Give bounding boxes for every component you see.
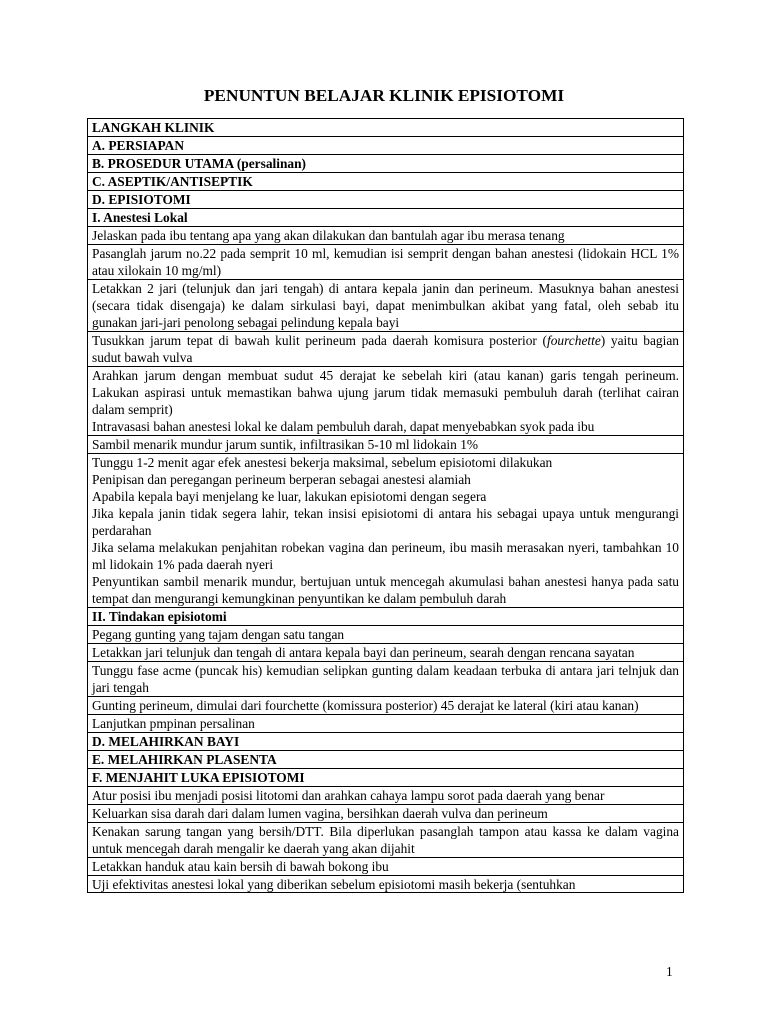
step-text: Letakkan 2 jari (telunjuk dan jari tengah) di antara kepala janin dan perineum. Masuknya bahan anestesi (secara tidak disengaja) ke dalam sirkulasi bayi, dapat menimbulkan akibat yang fatal, oleh sebab itu gunakan jari-jari penolong sebagai pelindung kepala bayi xyxy=(92,281,679,330)
section-heading-text: LANGKAH KLINIK xyxy=(92,120,215,135)
section-heading-text: I. Anestesi Lokal xyxy=(92,210,188,225)
step-row xyxy=(88,823,683,858)
section-heading-row xyxy=(88,173,683,191)
section-heading-text: A. PERSIAPAN xyxy=(92,138,185,153)
step-text: Atur posisi ibu menjadi posisi litotomi dan arahkan cahaya lampu sorot pada daerah yang benar xyxy=(92,788,605,803)
page-number: 1 xyxy=(666,964,673,979)
step-text: Lanjutkan pmpinan persalinan xyxy=(92,716,255,731)
section-heading-row xyxy=(88,137,683,155)
step-row xyxy=(88,367,683,436)
step-row xyxy=(88,454,683,608)
step-text: Pegang gunting yang tajam dengan satu tangan xyxy=(92,627,345,642)
step-text: Tunggu 1-2 menit agar efek anestesi bekerja maksimal, sebelum episiotomi dilakukan xyxy=(92,455,553,470)
step-text: Tusukkan jarum tepat di bawah kulit perineum pada daerah komisura posterior (fourchette) yaitu bagian sudut bawah vulva xyxy=(92,333,679,365)
step-text: Letakkan jari telunjuk dan tengah di antara kepala bayi dan perineum, searah dengan rencana sayatan xyxy=(92,645,635,660)
step-text: Arahkan jarum dengan membuat sudut 45 derajat ke sebelah kiri (atau kanan) garis tengah perineum. Lakukan aspirasi untuk memastikan bahwa ujung jarum tidak memasuki pembuluh darah (terlihat cairan dalam semprit) xyxy=(92,368,679,417)
step-row xyxy=(88,697,683,715)
step-text: Penyuntikan sambil menarik mundur, bertujuan untuk mencegah akumulasi bahan anestesi hanya pada satu tempat dan mengurangi kemungkinan penyuntikan ke dalam pembuluh darah xyxy=(92,574,679,606)
step-row xyxy=(88,626,683,644)
step-text: Sambil menarik mundur jarum suntik, infiltrasikan 5-10 ml lidokain 1% xyxy=(92,437,479,452)
section-heading-row xyxy=(88,751,683,769)
step-text: Jika kepala janin tidak segera lahir, tekan insisi episiotomi di antara his sebagai upaya untuk mengurangi perdarahan xyxy=(92,506,679,538)
step-row xyxy=(88,787,683,805)
clinical-steps-table xyxy=(87,118,684,893)
step-row xyxy=(88,662,683,697)
step-text: Apabila kepala bayi menjelang ke luar, lakukan episiotomi dengan segera xyxy=(92,489,487,504)
section-heading-text: II. Tindakan episiotomi xyxy=(92,609,227,624)
step-text: Intravasasi bahan anestesi lokal ke dalam pembuluh darah, dapat menyebabkan syok pada ibu xyxy=(92,419,595,434)
step-text: Penipisan dan peregangan perineum berperan sebagai anestesi alamiah xyxy=(92,472,471,487)
step-row xyxy=(88,280,683,332)
step-text: Tunggu fase acme (puncak his) kemudian selipkan gunting dalam keadaan terbuka di antara jari telnjuk dan jari tengah xyxy=(92,663,679,695)
step-row xyxy=(88,332,683,367)
step-row xyxy=(88,805,683,823)
section-heading-row xyxy=(88,769,683,787)
section-heading-text: C. ASEPTIK/ANTISEPTIK xyxy=(92,174,253,189)
section-heading-text: D. EPISIOTOMI xyxy=(92,192,191,207)
step-text: Pasanglah jarum no.22 pada semprit 10 ml, kemudian isi semprit dengan bahan anestesi (lidokain HCL 1% atau xilokain 10 mg/ml) xyxy=(92,246,679,278)
step-text: Letakkan handuk atau kain bersih di bawah bokong ibu xyxy=(92,859,389,874)
step-text: Gunting perineum, dimulai dari fourchette (komissura posterior) 45 derajat ke lateral (kiri atau kanan) xyxy=(92,698,639,713)
step-text: Uji efektivitas anestesi lokal yang diberikan sebelum episiotomi masih bekerja (sentuhkan xyxy=(92,877,576,892)
section-heading-row xyxy=(88,191,683,209)
section-heading-row xyxy=(88,119,683,137)
document-title: PENUNTUN BELAJAR KLINIK EPISIOTOMI xyxy=(203,86,565,105)
step-text: Kenakan sarung tangan yang bersih/DTT. Bila diperlukan pasanglah tampon atau kassa ke dalam vagina untuk mencegah darah mengalir ke daerah yang akan dijahit xyxy=(92,824,679,856)
section-heading-row xyxy=(88,209,683,227)
step-row xyxy=(88,245,683,280)
step-row xyxy=(88,858,683,876)
step-text: Keluarkan sisa darah dari dalam lumen vagina, bersihkan daerah vulva dan perineum xyxy=(92,806,548,821)
section-heading-row xyxy=(88,155,683,173)
step-row xyxy=(88,436,683,454)
emphasized-term: fourchette xyxy=(546,333,601,348)
section-heading-text: D. MELAHIRKAN BAYI xyxy=(92,734,240,749)
step-row xyxy=(88,876,683,893)
step-row xyxy=(88,644,683,662)
section-heading-row xyxy=(88,608,683,626)
section-heading-text: B. PROSEDUR UTAMA (persalinan) xyxy=(92,156,307,171)
step-text: Jelaskan pada ibu tentang apa yang akan dilakukan dan bantulah agar ibu merasa tenang xyxy=(92,228,565,243)
step-row xyxy=(88,227,683,245)
section-heading-text: E. MELAHIRKAN PLASENTA xyxy=(92,752,277,767)
section-heading-text: F. MENJAHIT LUKA EPISIOTOMI xyxy=(92,770,305,785)
step-text: Jika selama melakukan penjahitan robekan vagina dan perineum, ibu masih merasakan nyeri, tambahkan 10 ml lidokain 1% pada daerah nyeri xyxy=(92,540,679,572)
section-heading-row xyxy=(88,733,683,751)
step-row xyxy=(88,715,683,733)
